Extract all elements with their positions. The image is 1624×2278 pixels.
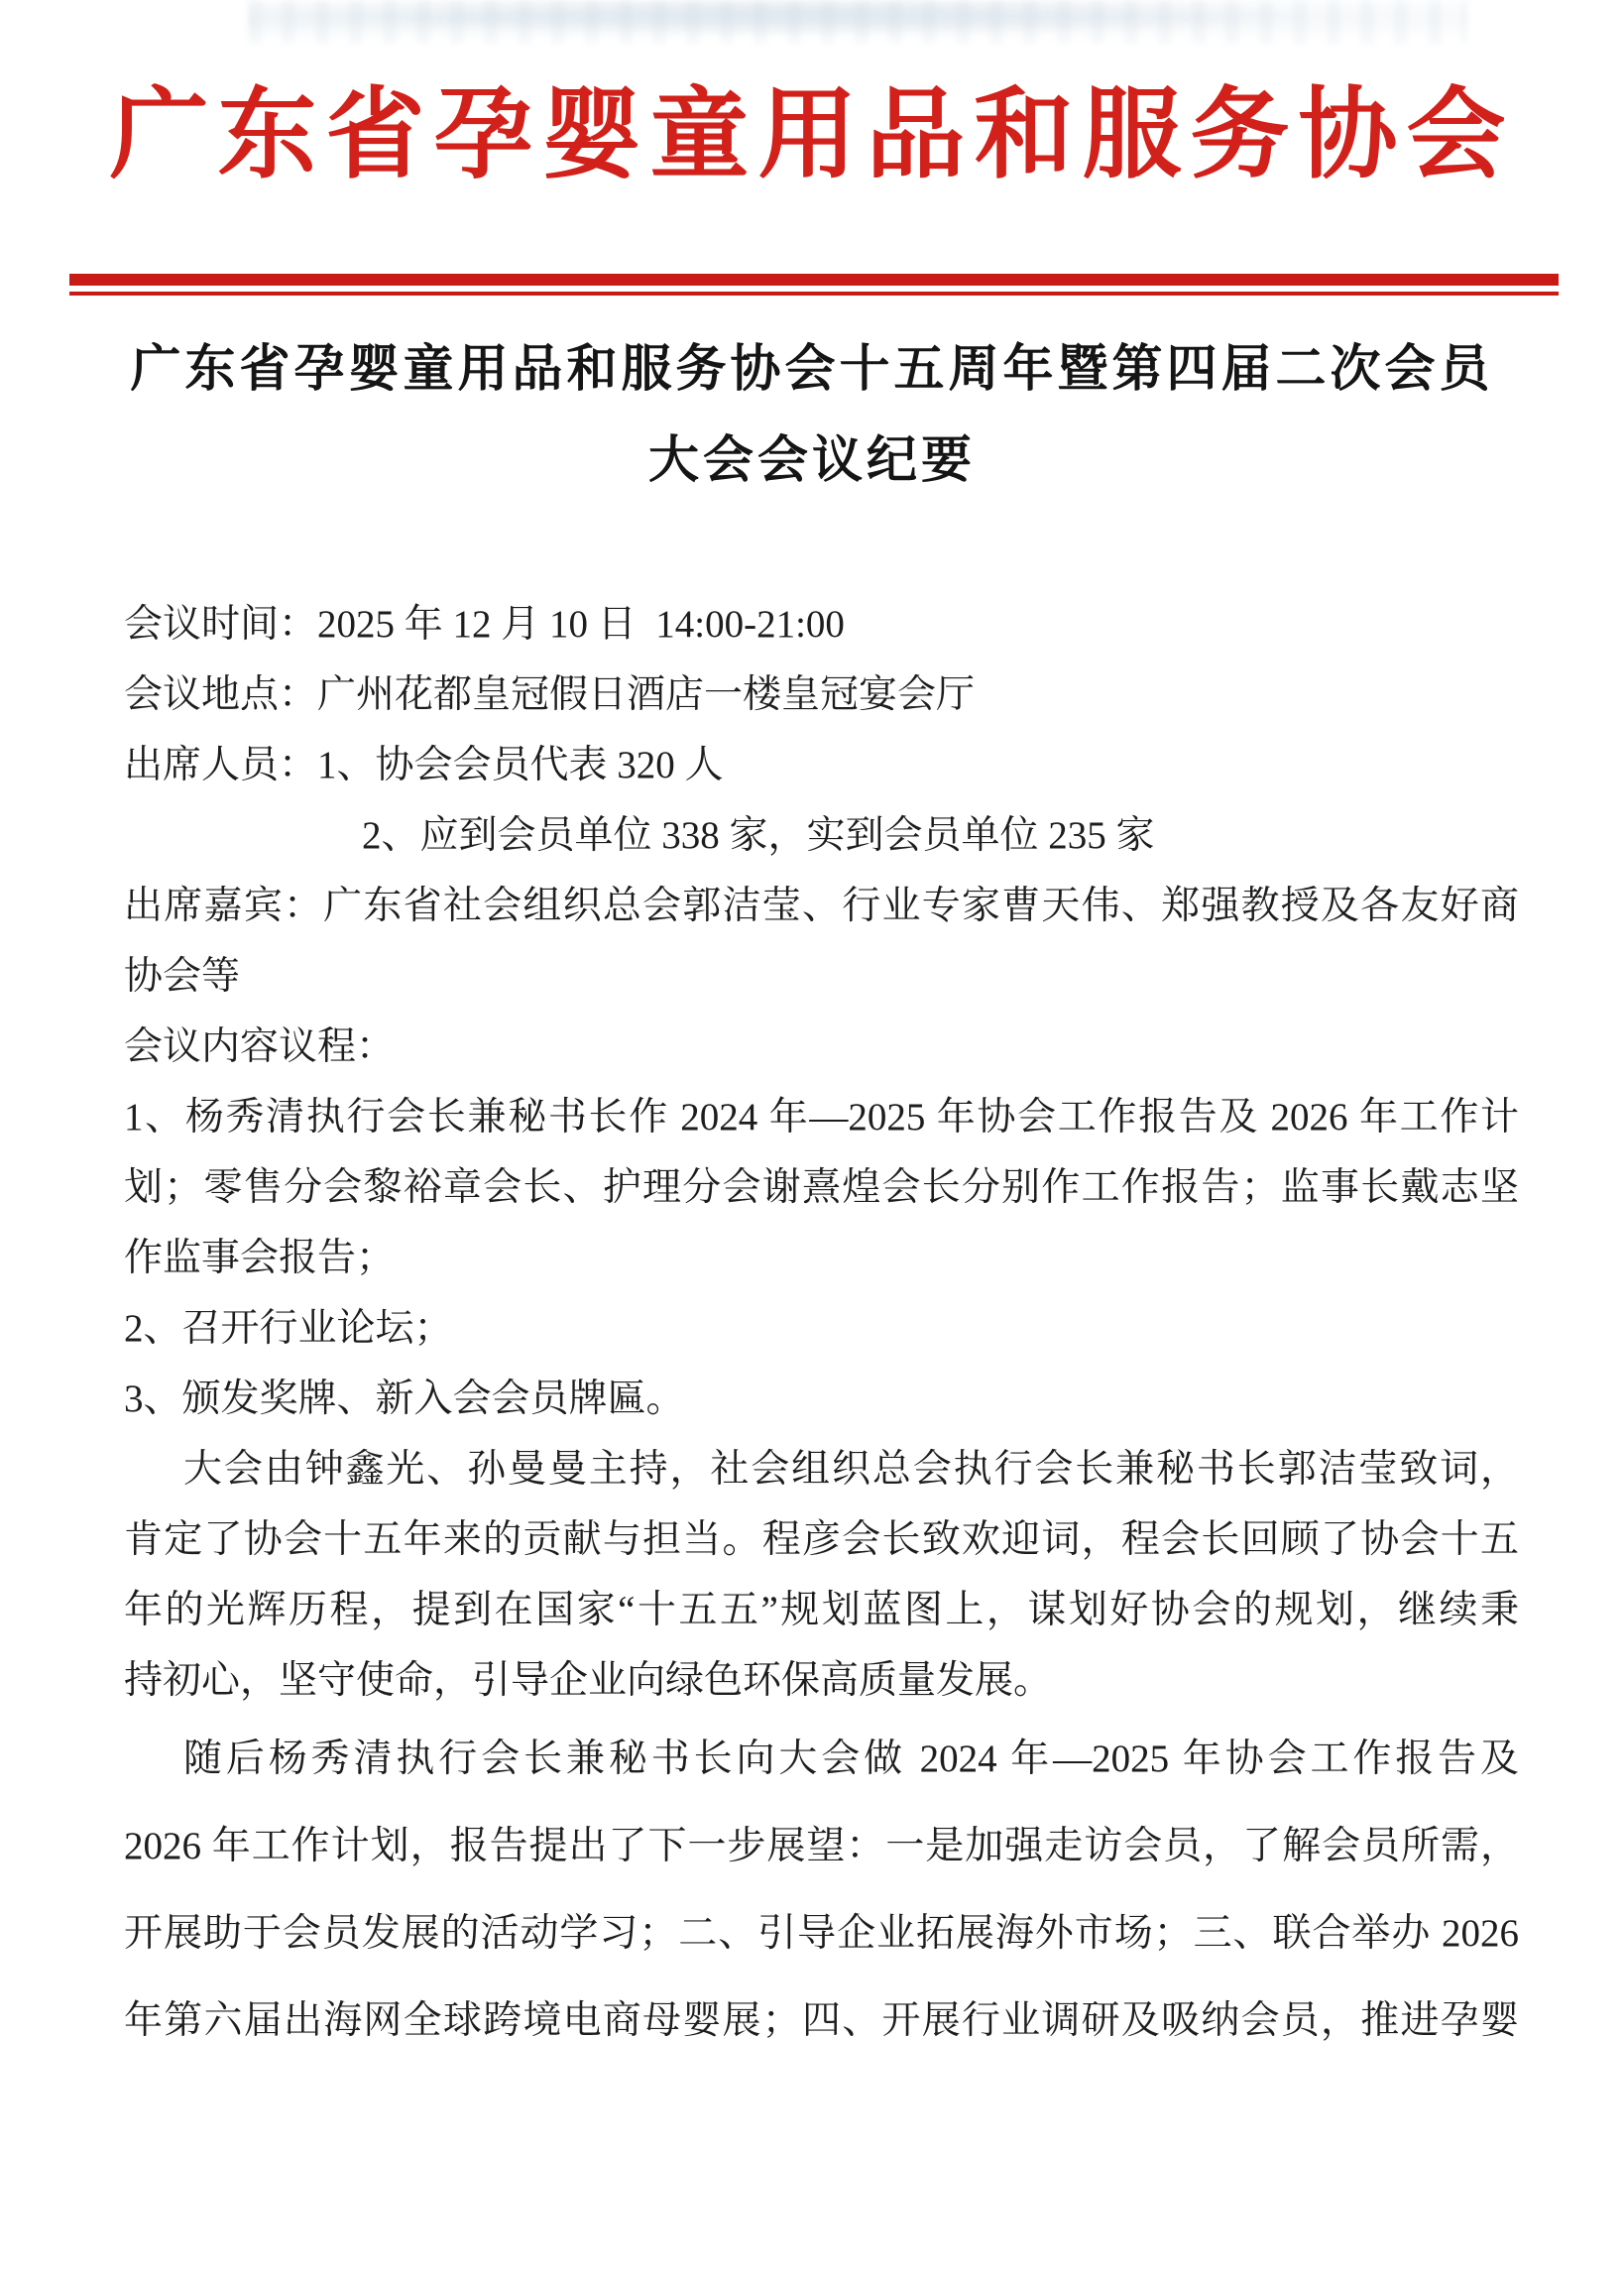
document-title-line1: 广东省孕婴童用品和服务协会十五周年暨第四届二次会员 bbox=[130, 342, 1494, 398]
body-line: 年第六届出海网全球跨境电商母婴展；四、开展行业调研及吸纳会员，推进孕婴 bbox=[124, 1999, 1519, 2042]
body-line: 会议地点：广州花都皇冠假日酒店一楼皇冠宴会厅 bbox=[124, 673, 976, 716]
letterhead-rule-thin bbox=[69, 292, 1559, 296]
body-line: 划；零售分会黎裕章会长、护理分会谢熹煌会长分别作工作报告；监事长戴志坚 bbox=[124, 1166, 1519, 1209]
body-line: 出席人员：1、协会会员代表 320 人 bbox=[124, 744, 724, 786]
document-title bbox=[0, 324, 1624, 507]
body-text-block-1 bbox=[124, 589, 1519, 1716]
body-line: 出席嘉宾：广东省社会组织总会郭洁莹、行业专家曹天伟、郑强教授及各友好商 bbox=[124, 885, 1519, 927]
body-line: 2026 年工作计划，报告提出了下一步展望：一是加强走访会员，了解会员所需， bbox=[124, 1825, 1519, 1867]
body-line: 会议时间：2025 年 12 月 10 日 14:00-21:00 bbox=[124, 603, 845, 646]
body-line: 作监事会报告； bbox=[124, 1237, 396, 1279]
letterhead-rule-thick bbox=[69, 274, 1559, 286]
body-line: 开展助于会员发展的活动学习；二、引导企业拓展海外市场；三、联合举办 2026 bbox=[124, 1912, 1519, 1955]
body-line: 2、应到会员单位 338 家，实到会员单位 235 家 bbox=[362, 814, 1155, 857]
body-line: 会议内容议程： bbox=[124, 1025, 396, 1068]
body-line: 年的光辉历程，提到在国家“十五五”规划蓝图上，谋划好协会的规划，继续秉 bbox=[124, 1589, 1519, 1631]
scan-bleed-artifact bbox=[248, 0, 1467, 44]
body-line: 大会由钟鑫光、孙曼曼主持，社会组织总会执行会长兼秘书长郭洁莹致词， bbox=[183, 1448, 1519, 1491]
body-line: 3、颁发奖牌、新入会会员牌匾。 bbox=[124, 1378, 685, 1420]
body-text-block-2 bbox=[124, 1716, 1519, 2065]
body-line: 随后杨秀清执行会长兼秘书长向大会做 2024 年—2025 年协会工作报告及 bbox=[183, 1738, 1519, 1780]
body-line: 1、杨秀清执行会长兼秘书长作 2024 年—2025 年协会工作报告及 2026 年工作计 bbox=[124, 1096, 1519, 1139]
letterhead-title: 广东省孕婴童用品和服务协会 bbox=[109, 80, 1515, 190]
body-line: 2、召开行业论坛； bbox=[124, 1307, 453, 1350]
document-title-line2: 大会会议纪要 bbox=[647, 433, 976, 489]
body-line: 持初心，坚守使命，引导企业向绿色环保高质量发展。 bbox=[124, 1659, 1053, 1702]
body-line: 肯定了协会十五年来的贡献与担当。程彦会长致欢迎词，程会长回顾了协会十五 bbox=[124, 1518, 1519, 1561]
body-line: 协会等 bbox=[124, 955, 241, 998]
